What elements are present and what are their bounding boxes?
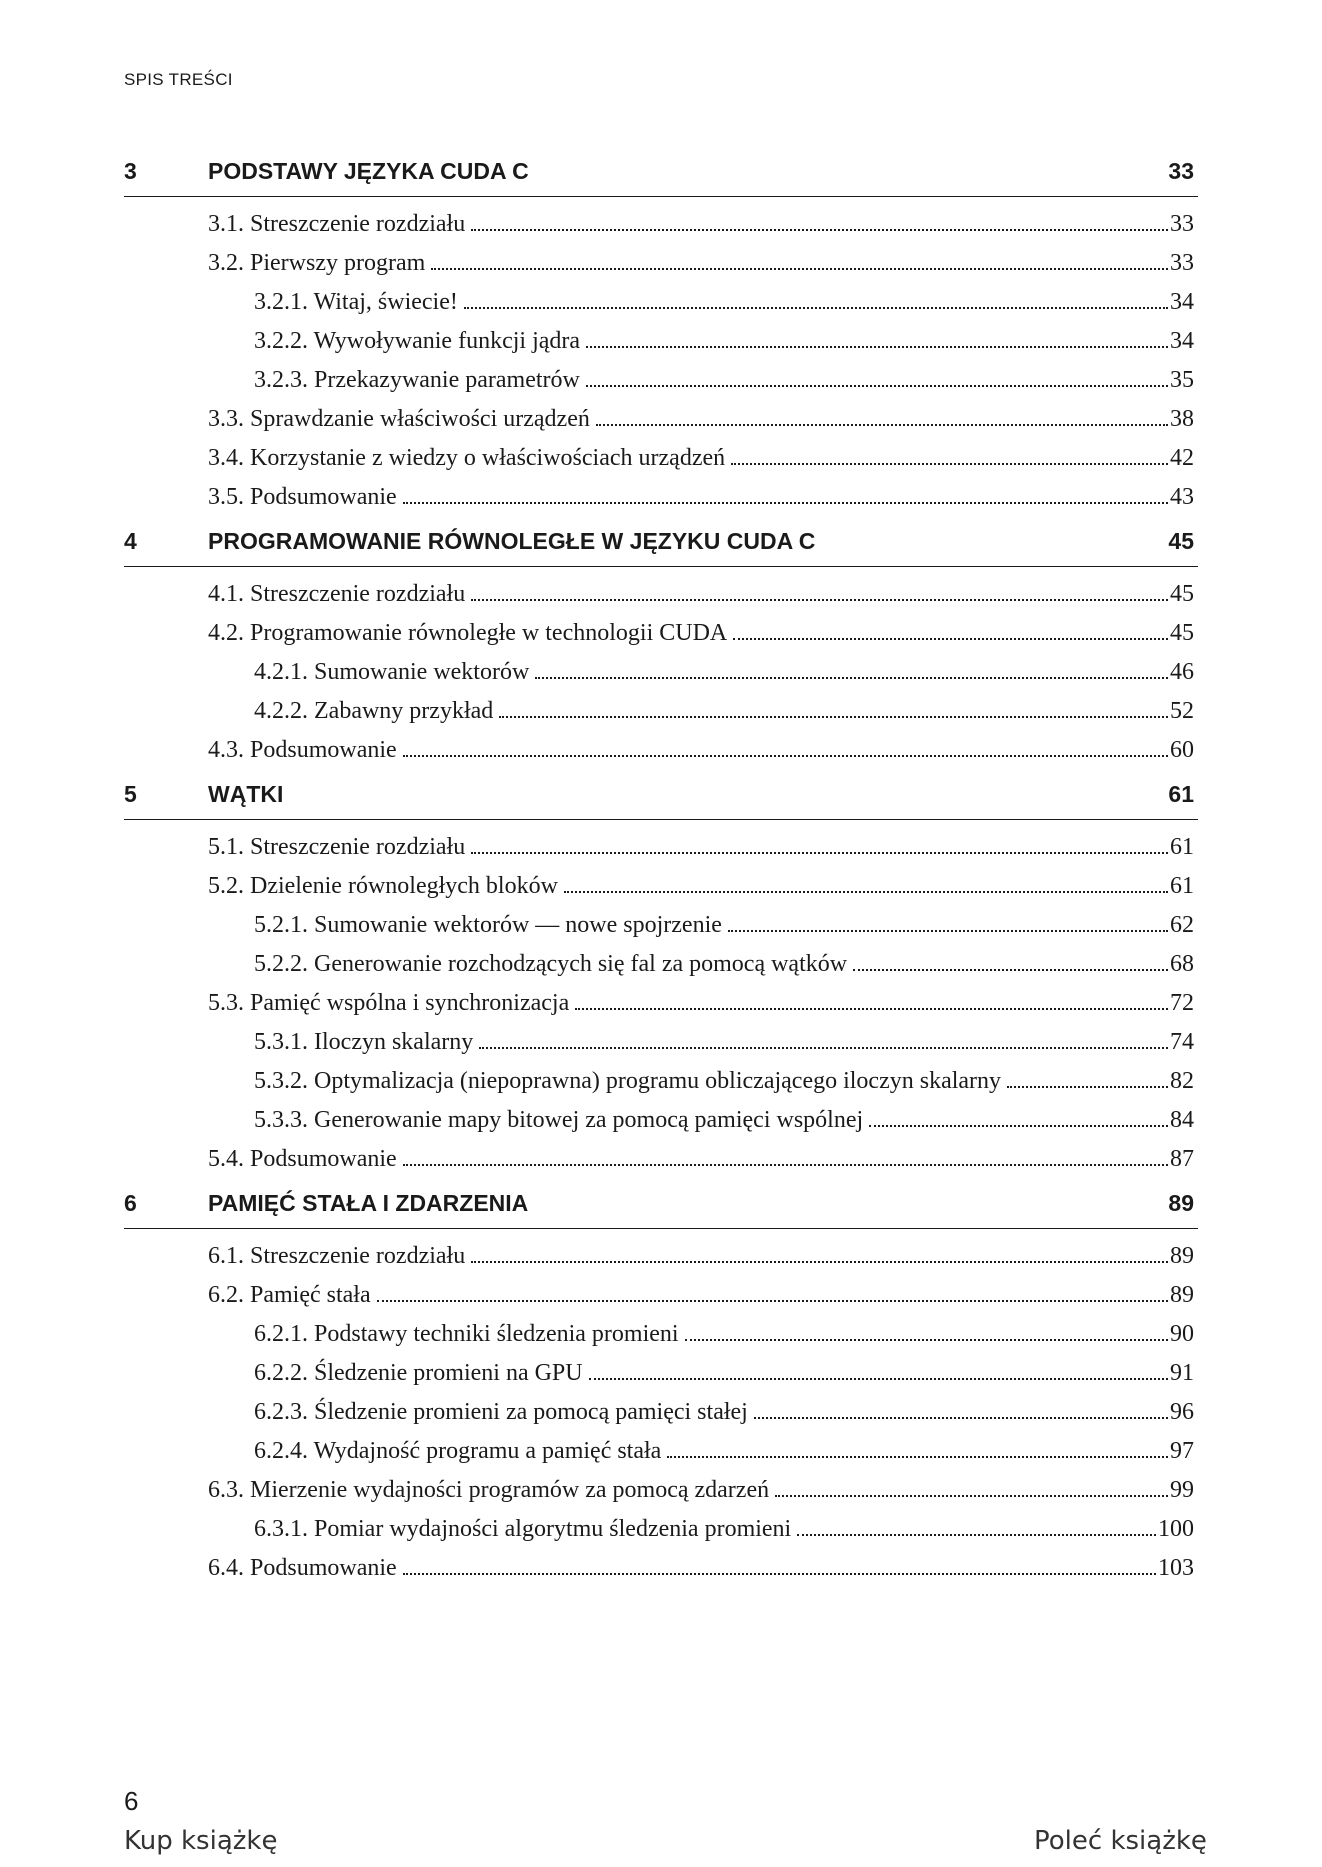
- dot-leader: [377, 1276, 1168, 1302]
- chapter-title: PROGRAMOWANIE RÓWNOLEGŁE W JĘZYKU CUDA C: [208, 528, 816, 554]
- chapter-entries: [124, 1229, 1198, 1588]
- toc-entry[interactable]: [124, 1510, 1198, 1549]
- toc-entry[interactable]: [124, 1432, 1198, 1471]
- toc-entry-page: 35: [1170, 367, 1194, 393]
- dot-leader: [403, 478, 1168, 504]
- toc-entry[interactable]: [124, 1023, 1198, 1062]
- dot-leader: [431, 244, 1168, 270]
- toc-entry-page: 103: [1158, 1555, 1194, 1581]
- toc-entry-title: 6.3.1. Pomiar wydajności algorytmu śledzenia promieni: [254, 1516, 792, 1542]
- toc-entry-title: 5.4. Podsumowanie: [208, 1146, 397, 1172]
- toc-entry-title: 3.2.1. Witaj, świecie!: [254, 289, 458, 315]
- toc-entry-page: 84: [1170, 1107, 1194, 1133]
- toc-entry-page: 33: [1170, 211, 1194, 237]
- dot-leader: [586, 322, 1168, 348]
- toc-entry-page: 42: [1170, 445, 1194, 471]
- toc-entry-title: 6.2.4. Wydajność programu a pamięć stała: [254, 1438, 662, 1464]
- toc-entry-page: 62: [1170, 912, 1194, 938]
- dot-leader: [754, 1393, 1168, 1419]
- toc-entry-title: 6.2.3. Śledzenie promieni za pomocą pamięci stałej: [254, 1399, 748, 1425]
- toc-entry-page: 61: [1170, 873, 1194, 899]
- toc-entry-title: 5.2.2. Generowanie rozchodzących się fal za pomocą wątków: [254, 951, 848, 977]
- dot-leader: [1007, 1062, 1168, 1088]
- toc-entry-title: 4.2. Programowanie równoległe w technologii CUDA: [208, 620, 728, 646]
- toc-entry-page: 38: [1170, 406, 1194, 432]
- chapter-heading[interactable]: [124, 158, 1198, 197]
- toc-entry-page: 82: [1170, 1068, 1194, 1094]
- toc-entry[interactable]: [124, 1315, 1198, 1354]
- chapter-section: [124, 158, 1198, 517]
- dot-leader: [403, 731, 1168, 757]
- toc-entry[interactable]: [124, 867, 1198, 906]
- toc-entry-page: 99: [1170, 1477, 1194, 1503]
- toc-entry-title: 5.3. Pamięć wspólna i synchronizacja: [208, 990, 570, 1016]
- chapter-entries: [124, 197, 1198, 517]
- dot-leader: [575, 984, 1168, 1010]
- toc-entry[interactable]: [124, 478, 1198, 517]
- dot-leader: [479, 1023, 1168, 1049]
- dot-leader: [535, 653, 1168, 679]
- toc-entry-page: 46: [1170, 659, 1194, 685]
- toc-entry[interactable]: [124, 1471, 1198, 1510]
- toc-entry-page: 74: [1170, 1029, 1194, 1055]
- toc-entry-title: 4.3. Podsumowanie: [208, 737, 397, 763]
- chapter-heading[interactable]: [124, 1190, 1198, 1229]
- dot-leader: [853, 945, 1168, 971]
- dot-leader: [667, 1432, 1168, 1458]
- toc-entry-title: 3.5. Podsumowanie: [208, 484, 397, 510]
- toc-entry[interactable]: [124, 283, 1198, 322]
- chapter-page: 89: [1168, 1190, 1194, 1216]
- toc-entry-page: 45: [1170, 581, 1194, 607]
- toc-entry-page: 43: [1170, 484, 1194, 510]
- toc-entry-page: 61: [1170, 834, 1194, 860]
- toc-entry[interactable]: [124, 945, 1198, 984]
- dot-leader: [471, 205, 1168, 231]
- toc-entry[interactable]: [124, 906, 1198, 945]
- buy-book-link[interactable]: Kup książkę: [124, 1826, 278, 1856]
- toc-entry-title: 6.2. Pamięć stała: [208, 1282, 371, 1308]
- toc-entry-title: 3.2. Pierwszy program: [208, 250, 426, 276]
- page-number: 6: [124, 1786, 139, 1816]
- toc-entry-page: 34: [1170, 289, 1194, 315]
- dot-leader: [403, 1549, 1156, 1575]
- toc-entry-page: 72: [1170, 990, 1194, 1016]
- toc-entry[interactable]: [124, 439, 1198, 478]
- chapter-page: 33: [1168, 158, 1194, 184]
- toc-entry[interactable]: [124, 1276, 1198, 1315]
- dot-leader: [589, 1354, 1168, 1380]
- toc-entry-title: 5.2. Dzielenie równoległych bloków: [208, 873, 558, 899]
- chapter-title: WĄTKI: [208, 781, 284, 807]
- dot-leader: [471, 1237, 1168, 1263]
- toc-entry-title: 5.3.2. Optymalizacja (niepoprawna) programu obliczającego iloczyn skalarny: [254, 1068, 1002, 1094]
- toc-entry[interactable]: [124, 1354, 1198, 1393]
- toc-entry-title: 3.1. Streszczenie rozdziału: [208, 211, 466, 237]
- toc-entry[interactable]: [124, 984, 1198, 1023]
- toc-entry[interactable]: [124, 400, 1198, 439]
- chapter-number: 5: [124, 781, 137, 807]
- chapter-page: 61: [1168, 781, 1194, 807]
- toc-entry[interactable]: [124, 653, 1198, 692]
- toc-entry[interactable]: [124, 244, 1198, 283]
- toc-entry-page: 90: [1170, 1321, 1194, 1347]
- toc-entry-title: 3.3. Sprawdzanie właściwości urządzeń: [208, 406, 590, 432]
- chapter-number: 4: [124, 528, 137, 554]
- toc-entry[interactable]: [124, 1237, 1198, 1276]
- toc-entry-page: 89: [1170, 1282, 1194, 1308]
- dot-leader: [775, 1471, 1168, 1497]
- toc-entry-title: 5.1. Streszczenie rozdziału: [208, 834, 466, 860]
- toc-entry[interactable]: [124, 828, 1198, 867]
- dot-leader: [685, 1315, 1168, 1341]
- dot-leader: [869, 1101, 1168, 1127]
- toc-entry-title: 3.2.2. Wywoływanie funkcji jądra: [254, 328, 581, 354]
- dot-leader: [499, 692, 1168, 718]
- toc-entry-title: 4.2.1. Sumowanie wektorów: [254, 659, 530, 685]
- chapter-entries: [124, 820, 1198, 1179]
- toc-entry[interactable]: [124, 731, 1198, 770]
- running-head: SPIS TREŚCI: [124, 70, 233, 89]
- dot-leader: [733, 614, 1168, 640]
- dot-leader: [464, 283, 1168, 309]
- toc-entry-title: 5.3.1. Iloczyn skalarny: [254, 1029, 474, 1055]
- toc-entry-title: 3.4. Korzystanie z wiedzy o właściwościach urządzeń: [208, 445, 726, 471]
- toc-entry-page: 34: [1170, 328, 1194, 354]
- dot-leader: [731, 439, 1168, 465]
- toc-entry[interactable]: [124, 361, 1198, 400]
- toc-entry[interactable]: [124, 1101, 1198, 1140]
- dot-leader: [471, 828, 1168, 854]
- toc-entry-page: 96: [1170, 1399, 1194, 1425]
- toc-entry[interactable]: [124, 575, 1198, 614]
- toc-entry-title: 6.3. Mierzenie wydajności programów za pomocą zdarzeń: [208, 1477, 770, 1503]
- dot-leader: [564, 867, 1168, 893]
- toc-entry-page: 97: [1170, 1438, 1194, 1464]
- toc-entry-page: 100: [1158, 1516, 1194, 1542]
- chapter-title: PAMIĘĆ STAŁA I ZDARZENIA: [208, 1190, 529, 1216]
- toc-entry[interactable]: [124, 322, 1198, 361]
- toc-entry-title: 4.1. Streszczenie rozdziału: [208, 581, 466, 607]
- toc-entry[interactable]: [124, 1062, 1198, 1101]
- chapter-entries: [124, 567, 1198, 770]
- table-of-contents: [124, 158, 1198, 1599]
- chapter-number: 3: [124, 158, 137, 184]
- dot-leader: [797, 1510, 1156, 1536]
- dot-leader: [728, 906, 1168, 932]
- toc-entry[interactable]: [124, 1140, 1198, 1179]
- toc-entry-page: 89: [1170, 1243, 1194, 1269]
- toc-entry-title: 6.4. Podsumowanie: [208, 1555, 397, 1581]
- recommend-book-link[interactable]: Poleć książkę: [1034, 1826, 1207, 1856]
- chapter-page: 45: [1168, 528, 1194, 554]
- chapter-number: 6: [124, 1190, 137, 1216]
- chapter-section: [124, 1190, 1198, 1588]
- toc-entry-title: 6.1. Streszczenie rozdziału: [208, 1243, 466, 1269]
- toc-entry-page: 45: [1170, 620, 1194, 646]
- toc-entry-page: 52: [1170, 698, 1194, 724]
- toc-entry[interactable]: [124, 1393, 1198, 1432]
- toc-entry-page: 68: [1170, 951, 1194, 977]
- toc-entry-title: 3.2.3. Przekazywanie parametrów: [254, 367, 580, 393]
- dot-leader: [471, 575, 1168, 601]
- dot-leader: [586, 361, 1168, 387]
- dot-leader: [596, 400, 1168, 426]
- toc-entry-title: 6.2.2. Śledzenie promieni na GPU: [254, 1360, 583, 1386]
- toc-entry-page: 91: [1170, 1360, 1194, 1386]
- toc-entry-title: 4.2.2. Zabawny przykład: [254, 698, 494, 724]
- chapter-heading[interactable]: [124, 781, 1198, 820]
- toc-entry-title: 5.2.1. Sumowanie wektorów — nowe spojrzenie: [254, 912, 722, 938]
- chapter-section: [124, 781, 1198, 1179]
- toc-entry-title: 6.2.1. Podstawy techniki śledzenia promieni: [254, 1321, 679, 1347]
- toc-entry-page: 33: [1170, 250, 1194, 276]
- toc-entry[interactable]: [124, 205, 1198, 244]
- toc-entry[interactable]: [124, 692, 1198, 731]
- toc-entry-page: 60: [1170, 737, 1194, 763]
- dot-leader: [403, 1140, 1168, 1166]
- toc-entry[interactable]: [124, 614, 1198, 653]
- toc-entry-page: 87: [1170, 1146, 1194, 1172]
- toc-entry-title: 5.3.3. Generowanie mapy bitowej za pomocą pamięci wspólnej: [254, 1107, 864, 1133]
- chapter-heading[interactable]: [124, 528, 1198, 567]
- toc-entry[interactable]: [124, 1549, 1198, 1588]
- chapter-title: PODSTAWY JĘZYKA CUDA C: [208, 158, 529, 184]
- chapter-section: [124, 528, 1198, 770]
